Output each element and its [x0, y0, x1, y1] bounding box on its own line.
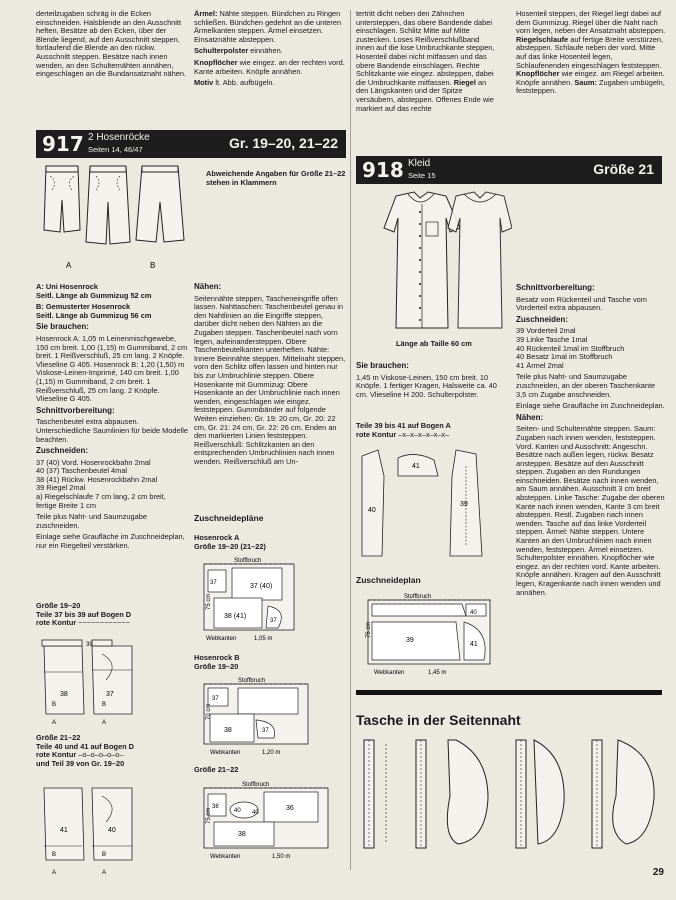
pattern-size: Größe 21	[593, 161, 654, 177]
cutting-plan-a	[194, 554, 344, 644]
svg-text:39: 39	[460, 501, 468, 508]
svg-text:B: B	[52, 702, 57, 708]
paragraph: Ärmel: Nähte steppen. Bündchen zu Ringen schließen. Bündchen gedehnt an die unteren Ärmelkanten steppen. Ärmel einsetzen. Einsatznähte absteppen.	[194, 9, 342, 44]
svg-text:38: 38	[224, 727, 232, 734]
svg-text:40: 40	[470, 610, 477, 616]
size-21-22-heading: Größe 21–22 Teile 40 und 41 auf Bogen D rote Kontur –o–o–o–o–o– und Teil 39 von Gr. 19–20	[36, 733, 135, 768]
svg-text:B: B	[102, 702, 107, 708]
hosenrock-sketches	[38, 160, 198, 272]
paragraph: 1,45 m Viskose-Leinen, 150 cm breit. 10 Knöpfe. 1 fertiger Kragen, Halsweite ca. 40 cm. Vlieseline H 200. Schulterpolster.	[356, 372, 497, 399]
pattern-pieces-21-22	[36, 780, 146, 878]
svg-text:39: 39	[406, 637, 414, 644]
heading: Schnittvorbereitung:	[516, 283, 595, 292]
cutting-plans-heading: Zuschneidepläne	[194, 513, 264, 523]
svg-text:38: 38	[238, 831, 246, 838]
svg-text:1,50 m: 1,50 m	[272, 854, 291, 860]
pattern-title: Kleid	[408, 158, 431, 169]
paragraph: tertritt dicht neben den Zähnchen untersteppen, das obere Bandende dabei einschlagen. Schlitz Mitte auf Mitte zustecken. Loses Reißverschlußband innen auf die lose Umbruchkante steppen, Hosenteil dabei nicht mitfassen und das obere Bandende einschlagen. Rechte Schlitzkante wie eingez. absteppen, dabei die Umbruchkante mitfassen. Riegel an den Längskanten und der Spitze versäubern, absteppen. Offenes Ende wie markiert auf das rechte	[356, 9, 495, 113]
paragraph: Hosenteil steppen, der Riegel liegt dabei auf dem Gummizug. Riegel über die Naht nach vorn legen, neben der Ansatznaht absteppen. Riegelschlaufe auf fertige Breite verstürzen, absteppen. Schlaufe neben der vord. Mitte auf das linke Hosenteil legen, Schlaufenenden eingeschlagen feststeppen. Knopflöcher wie eingez. am Riegel arbeiten. Knöpfe annähen. Saum: Zugaben umbügeln, feststeppen.	[516, 9, 666, 96]
page-number: 29	[652, 867, 664, 878]
svg-text:36: 36	[286, 805, 294, 812]
pattern-pages: Seiten 14, 46/47	[88, 145, 143, 154]
top-text-col1	[36, 10, 186, 82]
paragraph: Motiv lt. Abb. aufbügeln.	[194, 78, 275, 88]
plan-b-heading: Hosenrock B Größe 19–20	[194, 653, 240, 671]
tasche-illustrations	[356, 736, 662, 852]
paragraph: Einlage siehe Graufläche im Zuschneideplan.	[516, 401, 665, 411]
svg-text:37: 37	[270, 618, 277, 624]
p917-left-col	[36, 283, 188, 554]
svg-text:A: A	[52, 720, 57, 726]
svg-text:70 cm: 70 cm	[206, 703, 212, 720]
heading: Schnittvorbereitung:	[36, 405, 115, 415]
paragraph: Besatz vom Rückenteil und Tasche vom Vorderteil extra abpausen.	[516, 294, 647, 313]
heading: Sie brauchen:	[36, 322, 89, 332]
kleid-sketches	[356, 188, 512, 338]
pattern-917-header	[36, 130, 346, 158]
column-divider	[350, 10, 351, 870]
heading: Zuschneiden:	[516, 314, 569, 324]
svg-text:37: 37	[212, 696, 219, 702]
svg-text:38: 38	[212, 804, 219, 810]
heading: Sie brauchen:	[356, 361, 409, 370]
svg-text:A: A	[102, 870, 107, 876]
svg-text:41: 41	[412, 463, 420, 470]
svg-text:1,20 m: 1,20 m	[262, 750, 281, 756]
svg-text:Webkanten: Webkanten	[206, 636, 237, 642]
svg-text:38 (41): 38 (41)	[224, 613, 247, 620]
cutting-plan-heading: Zuschneideplan	[356, 575, 421, 585]
svg-text:75 cm: 75 cm	[206, 593, 212, 610]
svg-text:37: 37	[210, 580, 217, 586]
top-text-col3	[356, 10, 498, 116]
svg-text:A: A	[102, 720, 107, 726]
svg-text:37 (40): 37 (40)	[250, 583, 273, 590]
svg-text:38: 38	[60, 691, 68, 698]
pattern-number: 917	[42, 132, 84, 156]
svg-text:Stoffbruch: Stoffbruch	[234, 558, 262, 564]
paragraph: Schulterpolster einnähen.	[194, 46, 283, 56]
paragraph: Knopflöcher wie eingez. an der rechten vord. Kante arbeiten. Knöpfe annähen.	[194, 57, 345, 76]
p918-cutting-plan	[356, 590, 502, 676]
paragraph: Teile plus Naht- und Saumzugabe zuschneiden, an der oberen Taschenkante 3,5 cm Zugabe anschneiden.	[516, 372, 656, 399]
paragraph: Teile plus Naht- und Saumzugabe zuschneiden.	[36, 512, 147, 530]
svg-text:37: 37	[106, 691, 114, 698]
svg-text:B: B	[52, 852, 57, 858]
svg-text:Webkanten: Webkanten	[374, 670, 405, 676]
svg-text:75 cm: 75 cm	[206, 807, 212, 824]
size-note: Abweichende Angaben für Größe 21–22 stehen in Klammern	[206, 169, 346, 187]
svg-text:75 cm: 75 cm	[366, 621, 372, 638]
pattern-pages: Seite 15	[408, 171, 436, 180]
paragraph: 37 (40) Vord. Hosenrockbahn 2mal 40 (37) Taschenbeutel 4mal 38 (41) Rückw. Hosenrockbahn 2mal 39 Riegel 2mal a) Riegelschlaufe 7 cm lang, 2 cm breit, fertige Breite 1 cm	[36, 457, 166, 510]
svg-text:40: 40	[108, 827, 116, 834]
svg-text:41: 41	[470, 641, 478, 648]
paragraph: Einlage siehe Graufläche im Zuschneideplan, nur ein Riegelteil verstärken.	[36, 532, 185, 551]
size-19-20-heading: Größe 19–20 Teile 37 bis 39 auf Bogen D rote Kontur ~~~~~~~~~~~~	[36, 601, 132, 628]
paragraph: 39 Vorderteil 2mal 39 Linke Tasche 1mal 40 Rückenteil 1mal im Stoffbruch 40 Besatz 1mal im Stoffbruch 41 Ärmel 2mal	[516, 326, 625, 370]
svg-text:Webkanten: Webkanten	[210, 750, 241, 756]
dress-length: Länge ab Taille 60 cm	[396, 339, 472, 348]
paragraph: Seitennähte steppen, Tascheneingriffe offen lassen. Nahttaschen: Taschenbeutel genau in den Nahtlinien an die Eingriffe steppen, darüber dicht neben den Nähten an die Zugaben steppen. Taschenbeutel nach vorn legen, aufeinandersteppen. Obere Taschenbeutelkanten unterheften. Nähte: Innere Beinnähte steppen. Mittelnaht steppen, vorn den Schlitz offen lassen und hinten nur bis zur Umbruchlinie steppen. Obere Hosenkante mit Gummizug: Obere Hosenkante an der Umbruchlinie nach innen wenden, eingeschlagen wie eingez. feststeppen. Gummibänder auf folgende Weiten einziehen: Gr. 19: 20 cm, Gr. 20: 22 cm, Gr. 21: 24 cm, Gr. 22: 26 cm. Enden an den markierten Linien feststeppen. Reißverschluß: Schlitzkanten an den entsprechenden Umbruchlinien nach innen wenden. Reißverschluß am Un-	[194, 293, 346, 466]
variant-b: B: Gemusterter Hosenrock Seitl. Länge ab Gummizug 56 cm	[36, 302, 152, 320]
pattern-number: 918	[362, 158, 404, 182]
p918-pattern-pieces	[356, 446, 498, 564]
svg-text:40: 40	[252, 810, 259, 816]
label-b: B	[150, 261, 156, 270]
svg-text:Stoffbruch: Stoffbruch	[242, 782, 270, 788]
plan-a-heading: Hosenrock A Größe 19–20 (21–22)	[194, 533, 266, 551]
p918-right-col	[516, 284, 666, 600]
svg-text:40: 40	[234, 808, 241, 814]
svg-text:Stoffbruch: Stoffbruch	[238, 678, 266, 684]
pattern-pieces-19-20	[36, 636, 146, 728]
svg-text:39: 39	[86, 642, 93, 648]
tasche-heading: Tasche in der Seitennaht	[356, 712, 521, 728]
pattern-918-header	[356, 156, 662, 184]
cutting-plan-b	[194, 674, 344, 758]
section-rule	[356, 690, 662, 695]
svg-text:40: 40	[368, 507, 376, 514]
heading: Nähen:	[194, 282, 222, 291]
paragraph: derteilzugaben schräg in die Ecken einschneiden. Halsblende an den Ausschnitt heften, Besätze ab den Ecken, über der Blende liegend, auf den Ausschnitt steppen, fortlaufend die Blende an den rückw. Ausschnitt steppen. Besätze nach innen wenden, an den Schulternähten annähen, eingeschlagen an die Bundansatznaht nähen.	[36, 9, 186, 79]
heading: Nähen:	[516, 412, 544, 422]
heading: Zuschneiden:	[36, 446, 89, 456]
label-a: A	[66, 261, 72, 270]
p918-pieces-heading: Teile 39 bis 41 auf Bogen A rote Kontur –x–x–x–x–x–x–	[356, 421, 451, 439]
svg-text:Stoffbruch: Stoffbruch	[404, 594, 432, 600]
pattern-size: Gr. 19–20, 21–22	[229, 135, 338, 151]
cutting-plan-c	[194, 778, 344, 864]
plan-c-heading: Größe 21–22	[194, 765, 239, 774]
paragraph: Taschenbeutel extra abpausen. Unterschiedliche Saumlinien für beide Modelle beachten.	[36, 417, 189, 444]
top-text-col2	[194, 10, 346, 91]
svg-text:41: 41	[60, 827, 68, 834]
pattern-title: 2 Hosenröcke	[88, 132, 150, 143]
top-text-col4	[516, 10, 666, 99]
svg-text:1,05 m: 1,05 m	[254, 636, 273, 642]
svg-text:A: A	[52, 870, 57, 876]
paragraph: Seiten- und Schulternähte steppen. Saum: Zugaben nach innen wenden, feststeppen. Vord. Kanten und Ausschnitt: Angeschn. Besätze nach außen legen, rückw. Besatz ansteppen. Besätze auf den Ausschnitt steppen. Zugaben an den Rundungen einschneiden. Besätze nach innen wenden, am Saum annähen. Ausschnitt 3 cm breit absteppen. Linke Tasche: Zugabe der oberen Kante nach innen wenden, Kante 3 cm breit absteppen. Restl. Zugaben nach innen wenden. Tasche auf das linke Vorderteil steppen. Ärmel: Nähte steppen. Untere Kanten an den Umbruchlinien nach innen wenden, feststeppen. Ärmel einsetzen. Schulterpolster einnähen. Knopflöcher wie eingez. an der rechten vord. Kante arbeiten. Knöpfe annähen. Kragen auf den Ausschnitt legen, Kragenkante nach innen wenden und annähen.	[516, 424, 665, 597]
p918-left-col	[356, 362, 500, 402]
svg-text:37: 37	[262, 728, 269, 734]
svg-text:B: B	[102, 852, 107, 858]
p917-middle-col	[194, 283, 346, 469]
variant-a: A: Uni Hosenrock Seitl. Länge ab Gummizug 52 cm	[36, 282, 152, 300]
paragraph: Hosenrock A: 1,05 m Leinenmischgewebe, 150 cm breit. 1,00 (1,15) m Gummiband, 2 cm breit. 1 Reißverschluß, 25 cm lang. 2 Knöpfe. Vlieseline G 405. Hosenrock B: 1,20 (1,50) m Viskose-Leinen-Imprimé, 140 cm breit. 1,00 (1,15) m Gummiband, 2 cm breit. 1 Reißverschluß, 25 cm lang. 2 Knöpfe. Vlieseline G 405.	[36, 333, 188, 404]
svg-text:Webkanten: Webkanten	[210, 854, 241, 860]
svg-text:1,45 m: 1,45 m	[428, 670, 447, 676]
